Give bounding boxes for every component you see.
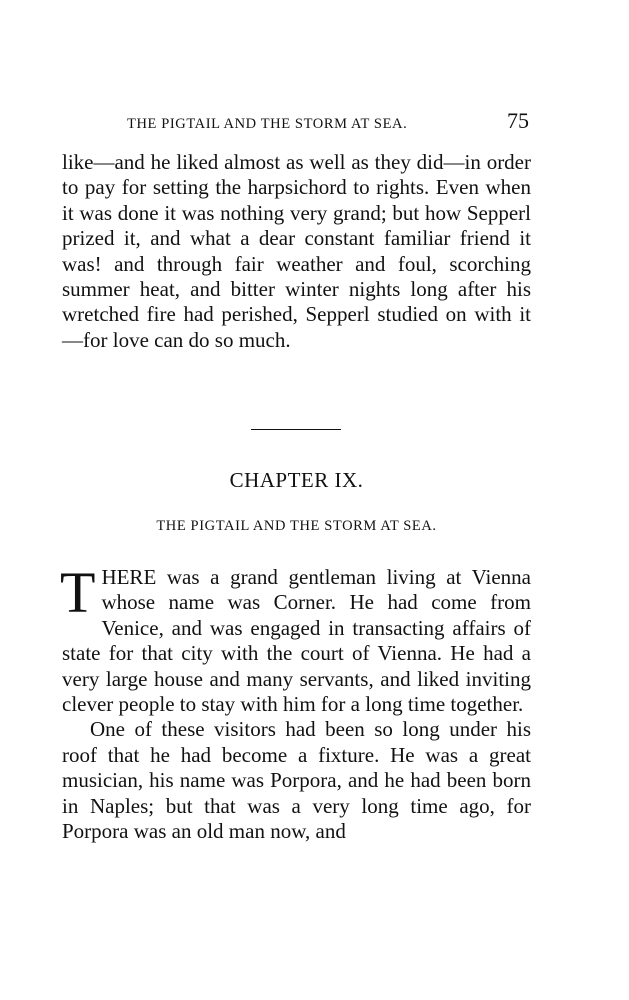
page-number: 75	[507, 108, 529, 133]
running-head-title: THE PIGTAIL AND THE STORM AT SEA.	[127, 116, 408, 132]
drop-cap-letter: T	[60, 560, 96, 625]
chapter-heading: CHAPTER IX.	[229, 468, 364, 492]
continued-paragraph-block	[62, 150, 531, 353]
chapter-body	[60, 560, 531, 844]
continued-paragraph: like—and he liked almost as well as they did—in order to pay for setting the harpsichord to rights. Even when it was done it was nothing very grand; but how Sepperl prized it, and what a dear constant familiar friend it was! and through fair weather and foul, scorching summer heat, and bitter winter nights long after his wretched fire had perished, Sepperl studied on with it—for love can do so much.	[62, 150, 531, 352]
running-head	[127, 108, 529, 138]
chapter-first-paragraph	[60, 560, 531, 717]
chapter-subtitle: THE PIGTAIL AND THE STORM AT SEA.	[156, 518, 437, 534]
section-separator-rule	[251, 429, 341, 430]
chapter-second-paragraph: One of these visitors had been so long under his roof that he had become a fixture. He was a great musician, his name was Porpora, and he had been born in Naples; but that was a very long time ago, for Porpora was an old man now, and	[62, 717, 531, 844]
chapter-first-paragraph-text: HERE was a grand gentleman living at Vienna whose name was Corner. He had come from Venice, and was engaged in transacting affairs of state for that city with the court of Vienna. He had a very large house and many servants, and liked inviting clever people to stay with him for a long time together.	[62, 565, 531, 717]
